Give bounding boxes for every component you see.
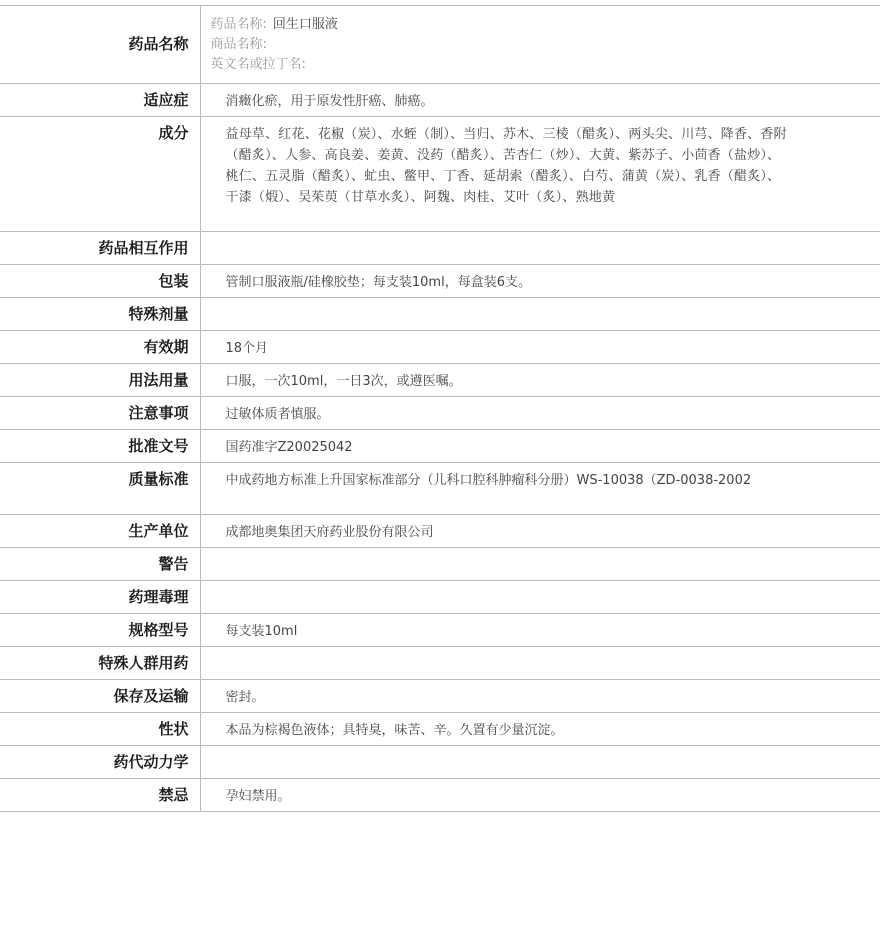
table-row: [0, 548, 880, 581]
name-key: 英文名或拉丁名:: [210, 57, 306, 72]
row-label: 适应症: [0, 84, 200, 117]
row-label: 药品相互作用: [0, 232, 200, 265]
drug-names-cell: [200, 6, 880, 84]
row-label: 药理毒理: [0, 581, 200, 614]
row-value: [200, 298, 880, 331]
row-value: 本品为棕褐色液体；具特臭，味苦、辛。久置有少量沉淀。: [200, 713, 880, 746]
drug-spec-table: [0, 5, 880, 812]
row-label: 包装: [0, 265, 200, 298]
table-row: [0, 581, 880, 614]
table-row: [0, 117, 880, 232]
row-label: 特殊剂量: [0, 298, 200, 331]
row-label: 批准文号: [0, 430, 200, 463]
row-value: [200, 232, 880, 265]
table-row: [0, 779, 880, 812]
table-row: [0, 515, 880, 548]
row-label: 用法用量: [0, 364, 200, 397]
name-line: [211, 15, 880, 35]
row-value: 密封。: [200, 680, 880, 713]
row-label: 规格型号: [0, 614, 200, 647]
table-row: [0, 680, 880, 713]
name-line: [211, 35, 880, 55]
table-row: [0, 232, 880, 265]
row-label: 有效期: [0, 331, 200, 364]
row-value: 每支装10ml: [200, 614, 880, 647]
row-label: 生产单位: [0, 515, 200, 548]
row-label: 禁忌: [0, 779, 200, 812]
name-line: [211, 55, 880, 75]
row-value: 国药准字Z20025042: [200, 430, 880, 463]
row-label: 性状: [0, 713, 200, 746]
row-value: [200, 647, 880, 680]
table-row: [0, 713, 880, 746]
row-value: 管制口服液瓶/硅橡胶垫；每支装10ml，每盒装6支。: [200, 265, 880, 298]
name-key: 药品名称:: [210, 17, 267, 32]
row-value: 18个月: [200, 331, 880, 364]
table-row: [0, 614, 880, 647]
row-value: 中成药地方标准上升国家标准部分（儿科口腔科肿瘤科分册）WS-10038（ZD-0038-2002: [200, 463, 880, 515]
row-label: 保存及运输: [0, 680, 200, 713]
name-key: 商品名称:: [210, 37, 267, 52]
table-row: [0, 331, 880, 364]
table-row: [0, 647, 880, 680]
table-row: [0, 298, 880, 331]
table-row: [0, 364, 880, 397]
row-value: 消癥化瘀，用于原发性肝癌、肺癌。: [200, 84, 880, 117]
table-row: [0, 430, 880, 463]
row-value: [200, 548, 880, 581]
table-row: [0, 463, 880, 515]
table-row: [0, 265, 880, 298]
row-label: 药代动力学: [0, 746, 200, 779]
row-value: 孕妇禁用。: [200, 779, 880, 812]
row-value: [200, 746, 880, 779]
row-label: 成分: [0, 117, 200, 232]
row-value: [200, 581, 880, 614]
row-label: 注意事项: [0, 397, 200, 430]
row-value: 过敏体质者慎服。: [200, 397, 880, 430]
table-row: [0, 6, 880, 84]
table-row: [0, 746, 880, 779]
row-label: 特殊人群用药: [0, 647, 200, 680]
row-label: 警告: [0, 548, 200, 581]
row-label: 质量标准: [0, 463, 200, 515]
row-label: 药品名称: [0, 6, 200, 84]
row-value: 成都地奥集团天府药业股份有限公司: [200, 515, 880, 548]
name-value: 回生口服液: [272, 17, 338, 32]
row-value: 口服，一次10ml，一日3次，或遵医嘱。: [200, 364, 880, 397]
table-row: [0, 397, 880, 430]
table-row: [0, 84, 880, 117]
row-value: 益母草、红花、花椒（炭）、水蛭（制）、当归、苏木、三棱（醋炙）、两头尖、川芎、降香、香附（醋炙）、人参、高良姜、姜黄、没药（醋炙）、苦杏仁（炒）、大黄、紫苏子、小茴香（盐炒）、桃仁、五灵脂（醋炙）、虻虫、鳖甲、丁香、延胡索（醋炙）、白芍、蒲黄（炭）、乳香（醋炙）、干漆（煅）、吴茱萸（甘草水炙）、阿魏、肉桂、艾叶（炙）、熟地黄: [200, 117, 880, 232]
